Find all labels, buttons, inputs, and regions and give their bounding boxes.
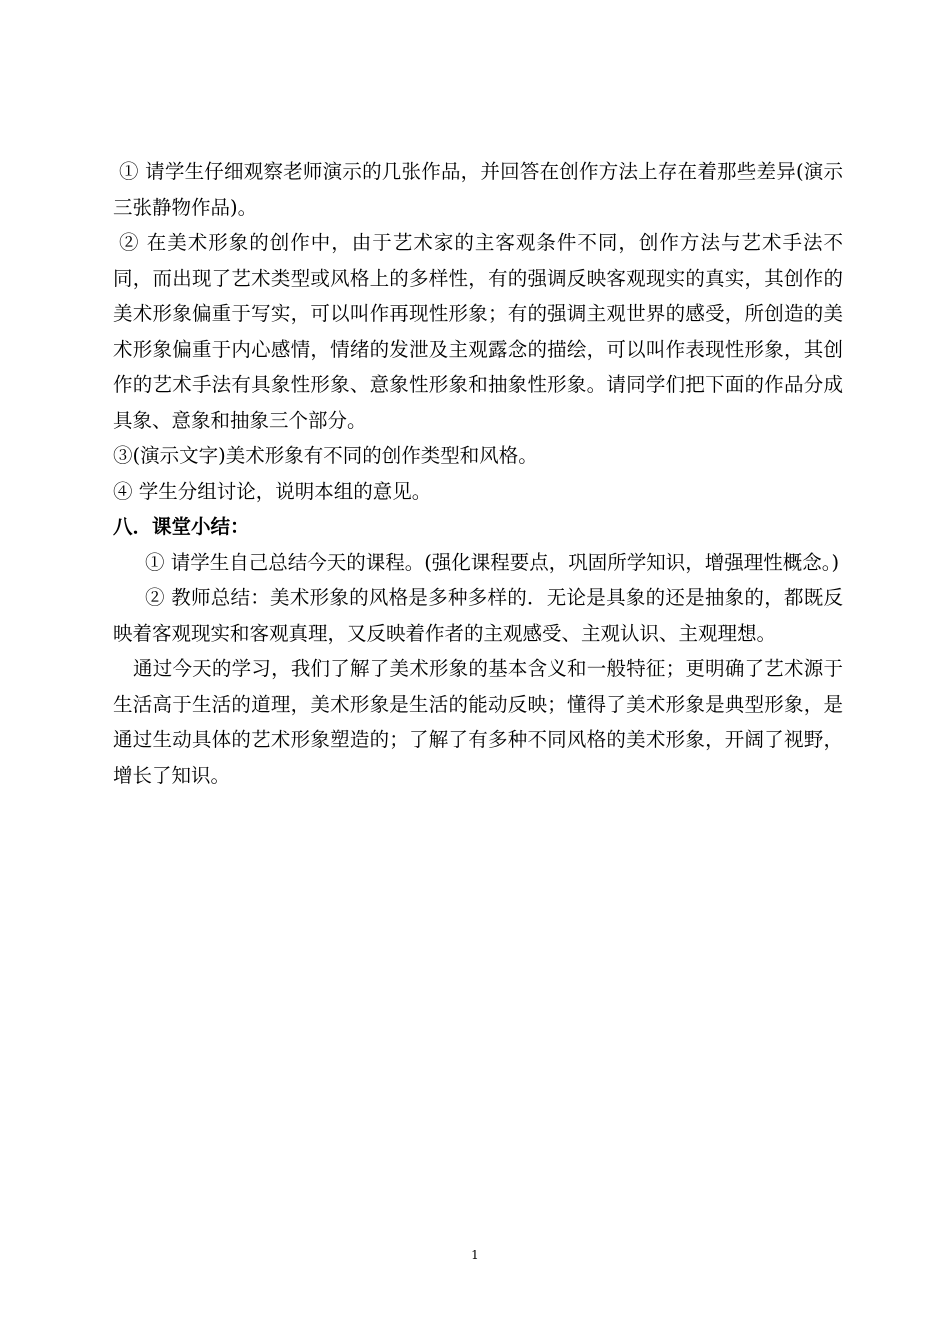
paragraph-creation-styles: ② 在美术形象的创作中，由于艺术家的主客观条件不同，创作方法与艺术手法不同，而出现了艺术类型或风格上的多样性，有的强调反映客观现实的真实，其创作的美术形象偏重于写实，可以叫作再现性形象；有的强调主观世界的感受，所创造的美术形象偏重于内心感情，情绪的发泄及主观露念的描绘，可以叫作表现性形象，其创作的艺术手法有具象性形象、意象性形象和抽象性形象。请同学们把下面的作品分成具象、意象和抽象三个部分。	[113, 231, 843, 432]
paragraph-group-discussion: ④ 学生分组讨论，说明本组的意见。	[113, 479, 432, 503]
paragraph-observe-works: ① 请学生仔细观察老师演示的几张作品，并回答在创作方法上存在着那些差异(演示三张静物作品)。	[113, 160, 843, 219]
paragraph-teacher-summary: ② 教师总结：美术形象的风格是多种多样的．无论是具象的还是抽象的，都既反映着客观现实和客观真理，又反映着作者的主观感受、主观认识、主观理想。	[113, 586, 843, 645]
section-heading-summary: 八．课堂小结：	[113, 515, 250, 538]
paragraph-student-summary: ① 请学生自己总结今天的课程。(强化课程要点，巩固所学知识，增强理性概念。)	[145, 550, 840, 574]
paragraph-demo-text: ③(演示文字)美术形象有不同的创作类型和风格。	[113, 444, 538, 467]
paragraph-conclusion: 通过今天的学习，我们了解了美术形象的基本含义和一般特征；更明确了艺术源于生活高于生活的道理，美术形象是生活的能动反映；懂得了美术形象是典型形象，是通过生动具体的艺术形象塑造的；了解了有多种不同风格的美术形象，开阔了视野，增长了知识。	[113, 657, 843, 787]
page-number: 1	[471, 1248, 479, 1262]
document-body	[113, 154, 843, 793]
